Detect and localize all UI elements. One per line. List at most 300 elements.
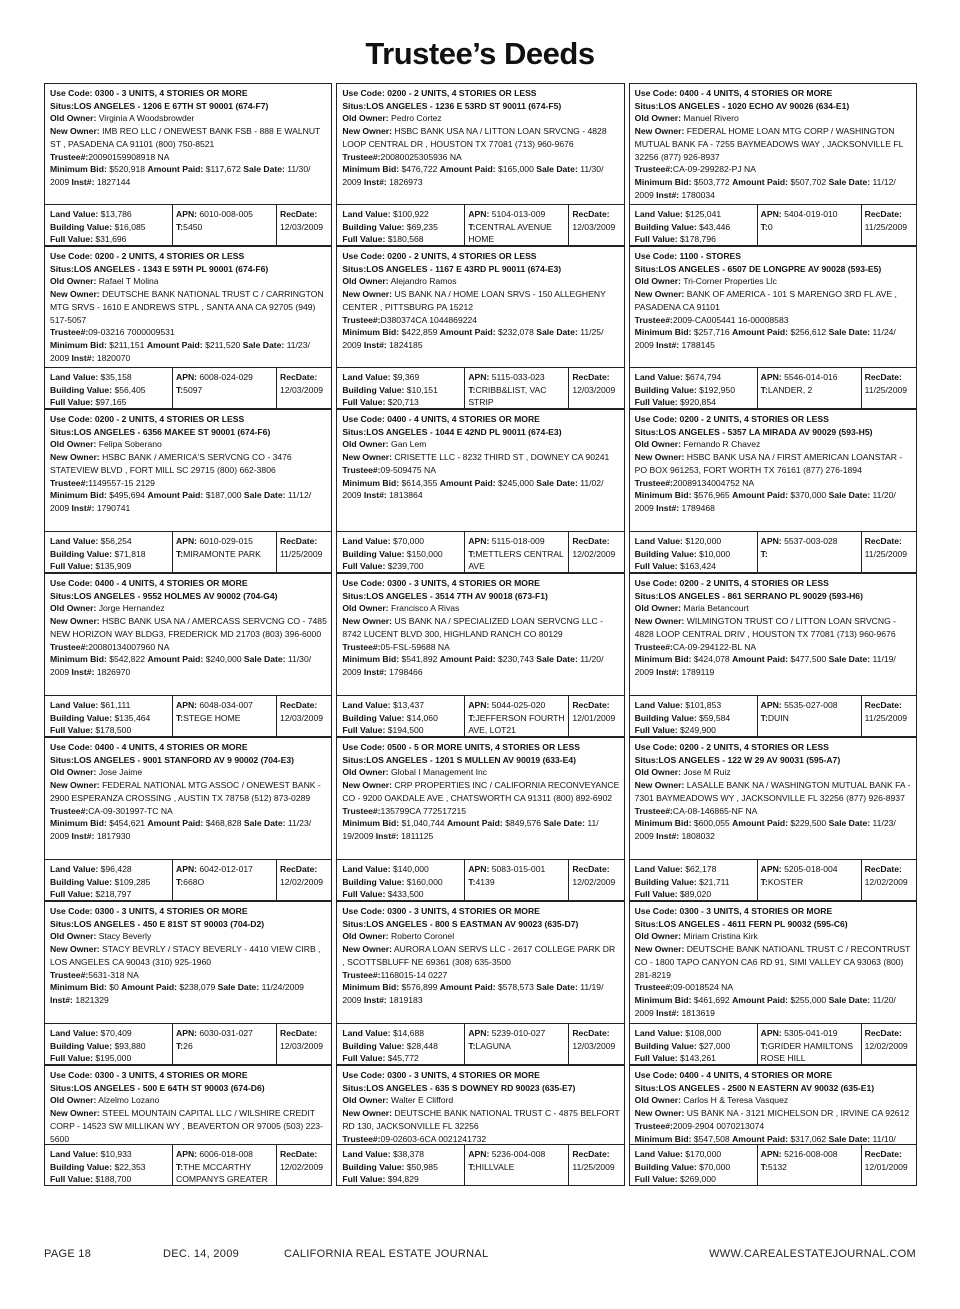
apn-value: 5305-041-019	[784, 1028, 838, 1038]
use-code-label: Use Code:	[634, 414, 678, 424]
deed-record	[629, 573, 917, 695]
new_owner-value: STEEL MOUNTAIN CAPITAL LLC / WILSHIRE CREDIT CORP - 14523 SW MILLIKAN WY , BEAVERTON OR 97005 (503) 223-5600	[50, 1108, 323, 1144]
recdate-value: 12/02/2009	[572, 548, 616, 559]
tract-label: T:	[760, 876, 768, 887]
new_owner-label: New Owner:	[342, 126, 392, 137]
full-value: $188,700	[95, 1174, 132, 1184]
full-value-label: Full Value:	[634, 889, 678, 899]
tract-value: LANDER, 2	[767, 384, 813, 395]
apn-value: 5216-008-008	[784, 1149, 838, 1159]
full-value: $45,772	[387, 1053, 419, 1063]
building-value-label: Building Value:	[342, 221, 405, 232]
new_owner-label: New Owner:	[342, 452, 392, 463]
situs-value: LOS ANGELES - 9552 HOLMES AV 90002 (704-G4)	[73, 590, 278, 601]
full-value-label: Full Value:	[342, 561, 386, 571]
recdate-label: RecDate:	[280, 1149, 318, 1159]
amount_paid-label: Amount Paid:	[121, 982, 178, 993]
new_owner-value: CRP PROPERTIES INC / CALIFORNIA RECONVEYANCE CO - 9200 OAKDALE AVE , CHATSWORTH CA 91311 (800) 892-6902	[342, 780, 620, 803]
inst-label: Inst#:	[363, 666, 387, 677]
deed-values	[44, 1144, 332, 1186]
inst-value: 1780034	[681, 189, 715, 200]
building-value-label: Building Value:	[50, 384, 113, 395]
assessed-values	[630, 532, 757, 572]
building-value-label: Building Value:	[342, 876, 405, 887]
building-value: $16,085	[114, 221, 146, 232]
land-value-label: Land Value:	[50, 372, 99, 382]
situs-label: Situs:	[50, 426, 74, 437]
situs-value: LOS ANGELES - 5357 LA MIRADA AV 90029 (593-H5)	[658, 426, 873, 437]
use-code-label: Use Code:	[342, 742, 385, 752]
recdate-value: 11/25/2009	[864, 384, 908, 395]
land-value-label: Land Value:	[342, 1028, 391, 1038]
use-code-label: Use Code:	[342, 906, 385, 916]
amount_paid-label: Amount Paid:	[439, 654, 496, 665]
tract-value: MIRAMONTE PARK	[183, 548, 261, 559]
recdate-label: RecDate:	[572, 700, 610, 710]
use-code-value: 0200 - 2 UNITS, 4 STORIES OR LESS	[679, 742, 829, 752]
recdate-cell	[276, 1024, 331, 1064]
situs-value: LOS ANGELES - 861 SERRANO PL 90029 (593-H6)	[658, 590, 863, 601]
land-value-label: Land Value:	[50, 209, 99, 219]
assessed-values	[630, 696, 757, 736]
trustee-value: 1149557-15 2129	[88, 477, 155, 488]
old_owner-value: Miriam Cristina Kirk	[683, 931, 758, 942]
inst-label: Inst#:	[656, 339, 680, 350]
recdate-value: 12/03/2009	[280, 221, 324, 232]
inst-value: 1808032	[681, 830, 715, 841]
situs-label: Situs:	[50, 1082, 74, 1093]
land-value: $38,378	[392, 1149, 425, 1159]
land-value: $13,786	[100, 209, 132, 219]
full-value: $94,829	[387, 1174, 419, 1184]
building-value-label: Building Value:	[50, 221, 113, 232]
use-code-value: 0300 - 3 UNITS, 4 STORIES OR MORE	[387, 578, 540, 588]
old_owner-value: Alzelmo Lozano	[98, 1095, 160, 1106]
assessed-values	[337, 368, 464, 408]
inst-label: Inst#:	[656, 666, 680, 677]
full-value: $143,261	[680, 1053, 716, 1063]
tract-value: METTLERS CENTRAL AVE	[468, 548, 564, 571]
full-value-label: Full Value:	[634, 1053, 678, 1063]
amount_paid-value: $117,672	[205, 164, 241, 175]
trustee-value: 2009-CA005441 16-00008583	[672, 314, 789, 325]
recdate-label: RecDate:	[864, 536, 902, 546]
use-code-label: Use Code:	[342, 578, 385, 588]
new_owner-label: New Owner:	[50, 1108, 100, 1119]
apn-cell	[757, 1145, 861, 1185]
apn-label: APN:	[176, 1028, 198, 1038]
min_bid-value: $503,772	[693, 176, 730, 187]
apn-value: 5205-018-004	[784, 864, 838, 874]
sale_date-value: 11/23/ 2009	[50, 818, 312, 841]
sale_date-value: 11/20/ 2009	[342, 654, 604, 677]
recdate-label: RecDate:	[280, 1028, 318, 1038]
use-code-label: Use Code:	[50, 1070, 93, 1080]
land-value-label: Land Value:	[342, 372, 391, 382]
new_owner-value: FEDERAL NATIONAL MTG ASSOC / ONEWEST BANK - 2900 ESPERANZA CROSSING , AUSTIN TX 78758 (512) 873-0289	[50, 780, 321, 803]
use-code-value: 0400 - 4 UNITS, 4 STORIES OR MORE	[679, 1070, 833, 1080]
old_owner-value: Jorge Hernandez	[98, 603, 165, 614]
land-value-label: Land Value:	[342, 536, 391, 546]
inst-value: 1826970	[96, 666, 131, 677]
amount_paid-value: $238,079	[179, 982, 216, 993]
new_owner-label: New Owner:	[634, 780, 685, 791]
building-value: $135,464	[114, 712, 151, 723]
land-value-label: Land Value:	[634, 1149, 683, 1159]
tract-label: T:	[176, 876, 184, 887]
sale_date-value: 11/30/ 2009	[50, 164, 311, 187]
recdate-label: RecDate:	[864, 1028, 902, 1038]
trustee-value: CA-09-294122-BL NA	[672, 641, 757, 652]
situs-label: Situs:	[634, 1082, 659, 1093]
min_bid-value: $0	[109, 982, 119, 993]
deed-values	[336, 1023, 624, 1065]
min_bid-value: $422,859	[401, 327, 438, 338]
building-value-label: Building Value:	[634, 876, 697, 887]
full-value-label: Full Value:	[50, 1174, 93, 1184]
tract-label: T:	[468, 1161, 476, 1172]
use-code-value: 0300 - 3 UNITS, 4 STORIES OR MORE	[94, 1070, 248, 1080]
use-code-label: Use Code:	[50, 88, 93, 98]
new_owner-value: FEDERAL HOME LOAN MTG CORP / WASHINGTON MUTUAL BANK FA - 7255 BAYMEADOWS WAY , JACKSONVILLE FL 32256 (877) 926-8937	[634, 126, 904, 162]
inst-value: 1790741	[96, 502, 131, 513]
sale_date-value: 11/12/ 2009	[634, 176, 896, 200]
sale_date-label: Sale Date:	[243, 164, 285, 175]
land-value: $61,111	[100, 700, 131, 710]
amount_paid-label: Amount Paid:	[732, 490, 788, 501]
old_owner-label: Old Owner:	[634, 931, 681, 942]
tract-label: T:	[176, 548, 184, 559]
assessed-values	[45, 696, 172, 736]
full-value-label: Full Value:	[634, 234, 678, 244]
min_bid-value: $476,722	[401, 164, 438, 175]
apn-value: 5537-003-028	[784, 536, 838, 546]
full-value-label: Full Value:	[342, 725, 386, 735]
assessed-values	[45, 532, 172, 572]
use-code-value: 0400 - 4 UNITS, 4 STORIES OR MORE	[679, 88, 833, 98]
inst-value: 1789119	[681, 666, 715, 677]
sale_date-value: 11/30/ 2009	[342, 164, 604, 187]
apn-value: 5546-014-016	[784, 372, 838, 382]
sale_date-value: 11/19/ 2009	[342, 982, 604, 1005]
recdate-label: RecDate:	[572, 1149, 610, 1159]
new_owner-label: New Owner:	[634, 289, 685, 300]
building-value: $14,060	[406, 712, 438, 723]
old_owner-label: Old Owner:	[50, 276, 97, 287]
situs-value: LOS ANGELES - 1044 E 42ND PL 90011 (674-E3)	[366, 426, 562, 437]
recdate-label: RecDate:	[864, 864, 902, 874]
tract-value: KOSTER	[767, 876, 804, 887]
tract-label: T:	[176, 712, 184, 723]
new_owner-label: New Owner:	[634, 1108, 685, 1119]
use-code-label: Use Code:	[50, 251, 93, 261]
trustee-label: Trustee#:	[634, 805, 673, 816]
recdate-value: 12/03/2009	[572, 1040, 616, 1051]
min_bid-label: Minimum Bid:	[50, 164, 107, 175]
tract-label: T:	[468, 712, 476, 723]
apn-value: 6030-031-027	[199, 1028, 253, 1038]
old_owner-label: Old Owner:	[50, 1095, 97, 1106]
trustee-value: 1168015-14 0227	[380, 969, 448, 980]
apn-value: 5404-019-010	[784, 209, 838, 219]
recdate-cell	[568, 696, 623, 736]
apn-cell	[172, 1145, 276, 1185]
deed-record	[336, 409, 624, 531]
apn-cell	[757, 532, 861, 572]
deed-record	[44, 409, 332, 531]
land-value-label: Land Value:	[342, 209, 391, 219]
deed-record	[44, 901, 332, 1023]
sale_date-label: Sale Date:	[243, 818, 286, 829]
old_owner-label: Old Owner:	[50, 113, 97, 124]
building-value-label: Building Value:	[634, 548, 697, 559]
deed-record	[336, 246, 624, 367]
trustee-label: Trustee#:	[50, 327, 89, 338]
situs-value: LOS ANGELES - 1020 ECHO AV 90026 (634-E1)	[658, 100, 850, 111]
situs-value: LOS ANGELES - 800 S EASTMAN AV 90023 (635-D7)	[366, 918, 579, 929]
deed-record	[336, 1065, 624, 1144]
deed-values	[629, 531, 917, 573]
amount_paid-label: Amount Paid:	[732, 327, 788, 338]
tract-label: T:	[176, 384, 184, 395]
building-value: $93,880	[114, 1040, 146, 1051]
apn-value: 6008-024-029	[199, 372, 253, 382]
situs-value: LOS ANGELES - 1206 E 67TH ST 90001 (674-F7)	[73, 100, 269, 111]
new_owner-label: New Owner:	[634, 616, 685, 627]
situs-label: Situs:	[342, 263, 367, 274]
apn-label: APN:	[468, 1028, 490, 1038]
amount_paid-value: $255,000	[790, 994, 827, 1005]
full-value: $178,796	[680, 234, 716, 244]
situs-value: LOS ANGELES - 450 E 81ST ST 90003 (704-D2)	[73, 918, 265, 929]
amount_paid-value: $507,702	[790, 176, 827, 187]
old_owner-label: Old Owner:	[634, 439, 681, 450]
deed-record	[44, 573, 332, 695]
land-value: $56,254	[100, 536, 132, 546]
situs-value: LOS ANGELES - 3514 7TH AV 90018 (673-F1)	[366, 590, 548, 601]
new_owner-value: HSBC BANK USA NA / FIRST AMERICAN LOANSTAR - PO BOX 961253, FORT WORTH TX 76161 (877) 276-1894	[634, 452, 903, 475]
trustee-label: Trustee#:	[634, 314, 673, 325]
trustee-label: Trustee#:	[342, 1133, 381, 1144]
tract-value: 5097	[183, 384, 203, 395]
old_owner-value: Stacy Beverly	[98, 931, 152, 942]
sale_date-value: 11/02/ 2009	[342, 477, 604, 501]
trustee-label: Trustee#:	[342, 464, 381, 475]
apn-cell	[172, 368, 276, 408]
tract-value: CRIBB&LIST, VAC STRIP	[468, 384, 547, 407]
column-1	[44, 83, 332, 1228]
land-value: $70,409	[100, 1028, 132, 1038]
amount_paid-value: $317,062	[790, 1133, 827, 1144]
apn-value: 5115-018-009	[491, 536, 545, 546]
land-value-label: Land Value:	[634, 1028, 683, 1038]
inst-value: 1798466	[389, 666, 423, 677]
sale_date-label: Sale Date:	[828, 654, 871, 665]
new_owner-label: New Owner:	[50, 126, 100, 137]
sale_date-value: 11/23/ 2009	[50, 339, 310, 363]
min_bid-label: Minimum Bid:	[50, 654, 107, 665]
trustee-value: 20080025305936 NA	[380, 151, 462, 162]
amount_paid-value: $240,000	[205, 654, 242, 665]
deed-record	[44, 737, 332, 859]
deed-record	[336, 737, 624, 859]
min_bid-value: $424,078	[693, 654, 730, 665]
old_owner-value: Gan Lem	[391, 439, 427, 450]
inst-label: Inst#:	[656, 502, 680, 513]
min_bid-value: $454,621	[109, 818, 146, 829]
trustee-label: Trustee#:	[342, 969, 381, 980]
sale_date-value: 11/23/ 2009	[634, 818, 896, 841]
land-value-label: Land Value:	[634, 209, 683, 219]
new_owner-label: New Owner:	[50, 780, 100, 791]
recdate-value: 12/03/2009	[572, 221, 616, 232]
amount_paid-label: Amount Paid:	[146, 339, 203, 350]
use-code-label: Use Code:	[50, 906, 93, 916]
new_owner-value: BANK OF AMERICA - 101 S MARENGO 3RD FL AVE , PASADENA CA 91101	[634, 289, 897, 312]
amount_paid-label: Amount Paid:	[147, 164, 204, 175]
sale_date-label: Sale Date:	[536, 982, 578, 993]
land-value: $140,000	[392, 864, 429, 874]
inst-label: Inst#:	[71, 352, 95, 363]
sale_date-label: Sale Date:	[828, 818, 871, 829]
apn-value: 5104-013-009	[491, 209, 546, 219]
min_bid-value: $257,716	[693, 327, 730, 338]
use-code-label: Use Code:	[634, 251, 678, 261]
deed-record	[336, 83, 624, 204]
deed-record	[336, 573, 624, 695]
assessed-values	[337, 1145, 464, 1185]
recdate-label: RecDate:	[280, 700, 318, 710]
new_owner-value: IMB REO LLC / ONEWEST BANK FSB - 888 E WALNUT ST , PASADENA CA 91101 (800) 750-8521	[50, 126, 321, 149]
amount_paid-label: Amount Paid:	[732, 654, 788, 665]
old_owner-label: Old Owner:	[634, 1095, 681, 1106]
new_owner-label: New Owner:	[50, 944, 100, 955]
apn-cell	[757, 1024, 861, 1064]
apn-label: APN:	[468, 372, 490, 382]
inst-value: 1827144	[96, 176, 131, 187]
building-value-label: Building Value:	[342, 384, 405, 395]
situs-label: Situs:	[342, 590, 367, 601]
tract-value: DUIN	[767, 712, 789, 723]
footer-page-number: PAGE 18	[44, 1248, 92, 1260]
amount_paid-label: Amount Paid:	[732, 176, 788, 187]
trustee-label: Trustee#:	[50, 805, 89, 816]
recdate-value: 11/25/2009	[864, 221, 908, 232]
tract-label: T:	[760, 548, 768, 559]
building-value: $69,235	[406, 221, 438, 232]
tract-value: HILLVALE	[475, 1161, 515, 1172]
apn-cell	[464, 860, 568, 900]
new_owner-label: New Owner:	[50, 452, 100, 463]
sale_date-label: Sale Date:	[536, 477, 578, 488]
deed-values	[336, 367, 624, 409]
apn-value: 6010-008-005	[199, 209, 253, 219]
tract-label: T:	[468, 1040, 476, 1051]
sale_date-value: 11/19/ 2009	[634, 654, 896, 677]
building-value: $28,448	[406, 1040, 438, 1051]
apn-value: 6048-034-007	[199, 700, 253, 710]
amount_paid-value: $256,612	[790, 327, 827, 338]
land-value: $14,688	[392, 1028, 425, 1038]
use-code-value: 0300 - 3 UNITS, 4 STORIES OR MORE	[679, 906, 833, 916]
assessed-values	[337, 1024, 464, 1064]
recdate-label: RecDate:	[280, 536, 318, 546]
deed-values	[336, 859, 624, 901]
building-value: $27,000	[699, 1040, 731, 1051]
assessed-values	[630, 205, 757, 245]
situs-label: Situs:	[342, 1082, 367, 1093]
assessed-values	[337, 205, 464, 245]
new_owner-value: CRISETTE LLC - 8232 THIRD ST , DOWNEY CA 90241	[394, 452, 610, 463]
land-value-label: Land Value:	[50, 700, 99, 710]
apn-label: APN:	[468, 1149, 490, 1159]
old_owner-label: Old Owner:	[634, 276, 681, 287]
tract-value: 5450	[183, 221, 203, 232]
old_owner-label: Old Owner:	[634, 603, 681, 614]
new_owner-value: AURORA LOAN SERVS LLC - 2617 COLLEGE PARK DR , SCOTTSBLUFF NE 69361 (308) 635-3500	[342, 944, 616, 967]
full-value-label: Full Value:	[634, 725, 678, 735]
deed-values	[629, 1144, 917, 1186]
use-code-value: 0200 - 2 UNITS, 4 STORIES OR LESS	[679, 414, 829, 424]
inst-label: Inst#:	[50, 994, 73, 1005]
old_owner-value: Francisco A Rivas	[391, 603, 460, 614]
use-code-label: Use Code:	[50, 578, 93, 588]
deed-values	[629, 695, 917, 737]
building-value-label: Building Value:	[342, 1040, 405, 1051]
inst-value: 1813619	[681, 1007, 715, 1018]
amount_paid-value: $165,000	[498, 164, 534, 175]
min_bid-value: $600,055	[693, 818, 730, 829]
apn-cell	[757, 860, 861, 900]
deed-values	[629, 859, 917, 901]
trustee-label: Trustee#:	[50, 641, 89, 652]
sale_date-label: Sale Date:	[536, 327, 578, 338]
recdate-value: 11/25/2009	[572, 1161, 615, 1172]
old_owner-label: Old Owner:	[342, 603, 389, 614]
use-code-label: Use Code:	[634, 88, 678, 98]
apn-value: 6042-012-017	[199, 864, 253, 874]
full-value: $218,797	[95, 889, 132, 899]
full-value: $89,020	[680, 889, 712, 899]
land-value: $10,933	[100, 1149, 132, 1159]
full-value-label: Full Value:	[50, 1053, 93, 1063]
situs-label: Situs:	[50, 590, 74, 601]
recdate-value: 12/03/2009	[280, 712, 324, 723]
recdate-label: RecDate:	[864, 700, 902, 710]
building-value-label: Building Value:	[634, 1161, 697, 1172]
building-value: $22,353	[114, 1161, 146, 1172]
sale_date-value: 11/24/2009	[261, 982, 304, 993]
building-value: $160,000	[406, 876, 443, 887]
trustee-label: Trustee#:	[342, 314, 381, 325]
tract-label: T:	[760, 384, 768, 395]
apn-label: APN:	[468, 536, 490, 546]
deed-values	[44, 859, 332, 901]
building-value-label: Building Value:	[50, 1161, 113, 1172]
min_bid-label: Minimum Bid:	[342, 654, 400, 665]
sale_date-label: Sale Date:	[828, 994, 871, 1005]
min_bid-label: Minimum Bid:	[634, 654, 692, 665]
min_bid-value: $541,892	[401, 654, 438, 665]
apn-cell	[172, 1024, 276, 1064]
new_owner-value: STACY BEVRLY / STACY BEVERLY - 4410 VIEW CIRB , LOS ANGELES CA 90043 (310) 925-1960	[50, 944, 321, 967]
full-value: $249,900	[680, 725, 716, 735]
trustee-value: 135799CA 772517215	[380, 805, 467, 816]
land-value-label: Land Value:	[634, 864, 683, 874]
deed-record	[44, 83, 332, 204]
assessed-values	[45, 1024, 172, 1064]
apn-value: 5535-027-008	[784, 700, 838, 710]
